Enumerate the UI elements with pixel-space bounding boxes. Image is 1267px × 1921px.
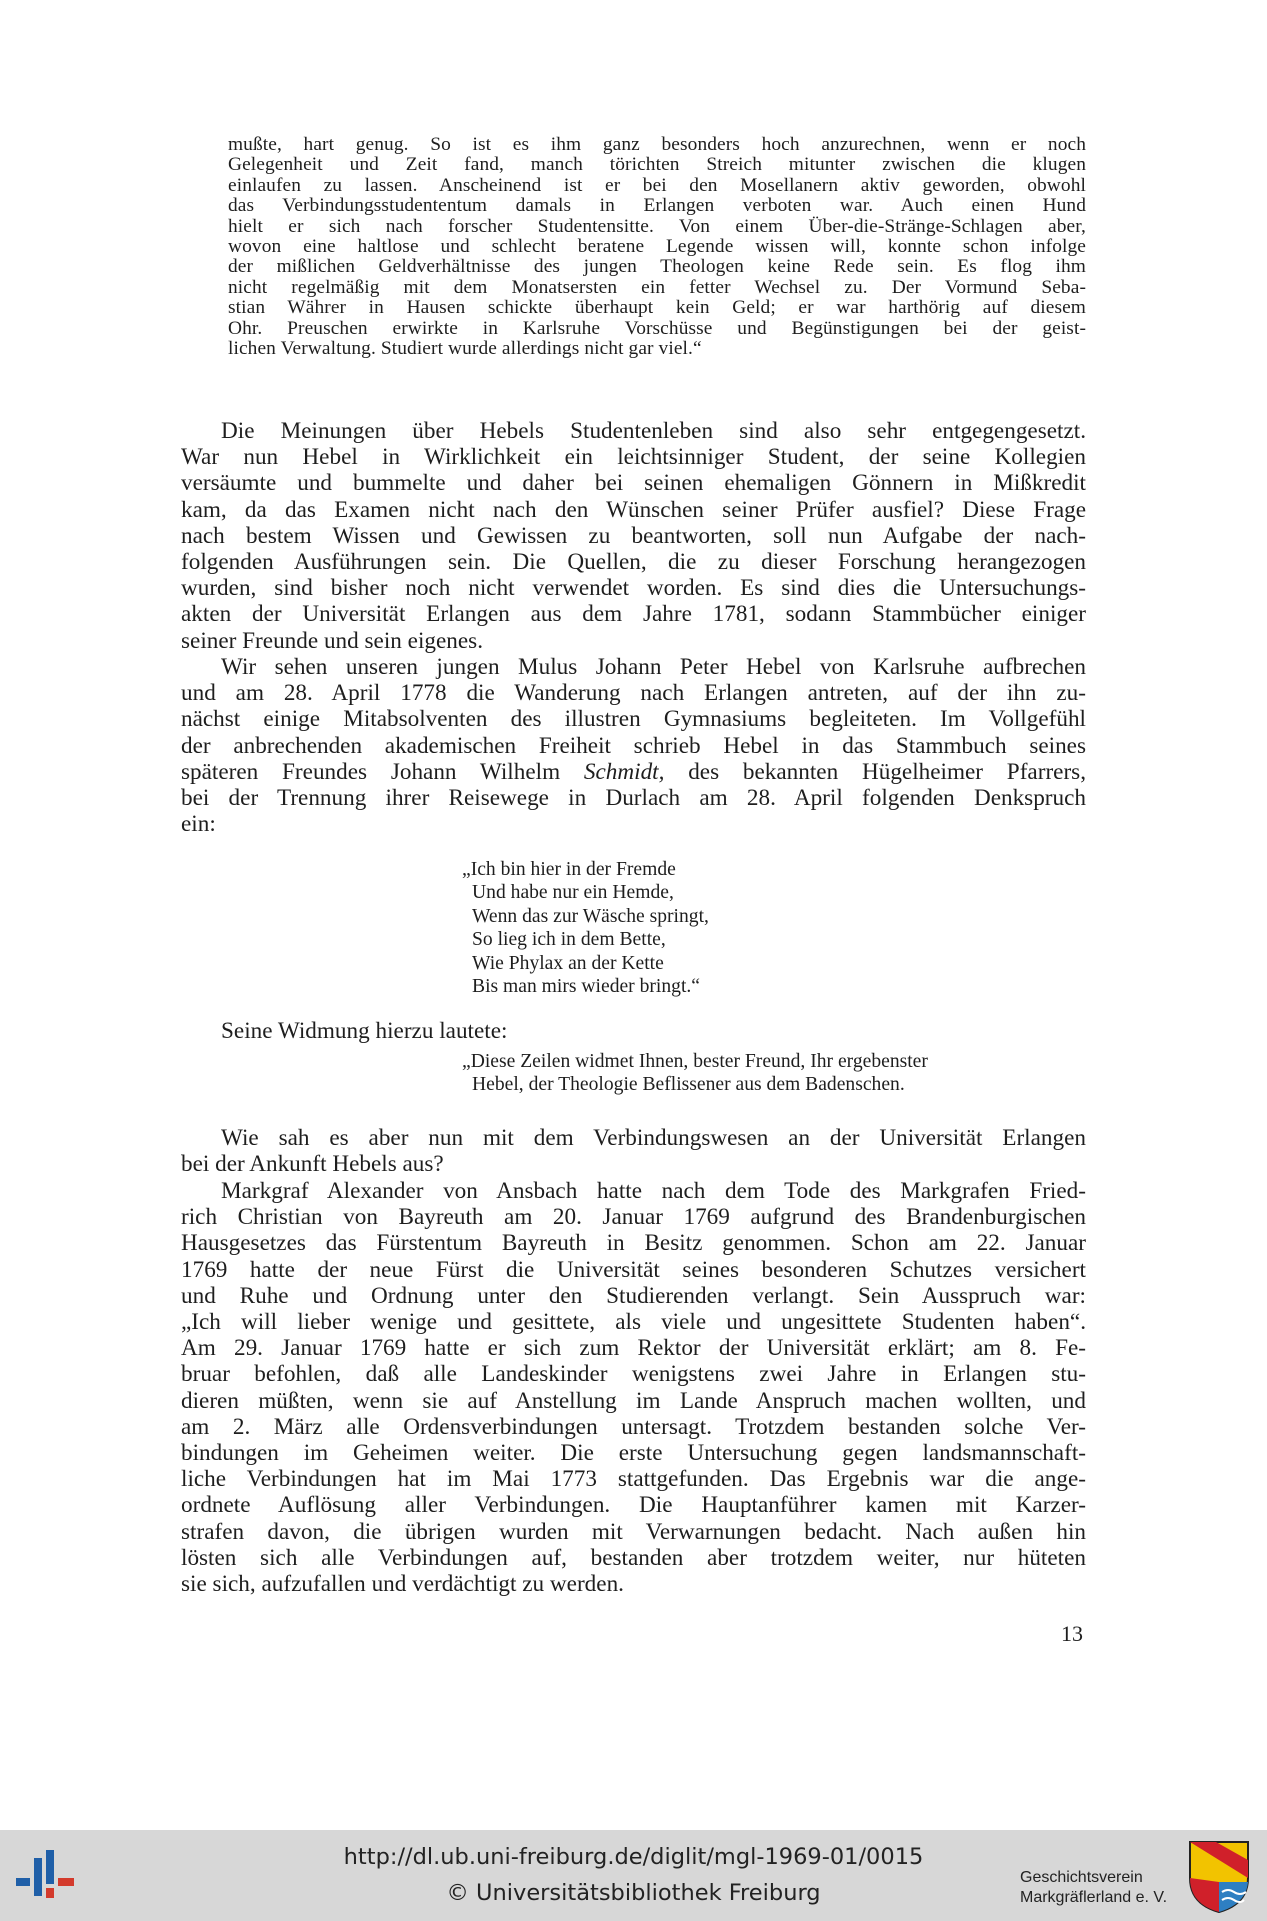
paragraph-departure xyxy=(181,654,1086,837)
quote-line: Gelegenheit und Zeit fand, manch törichten Streich mitunter zwischen die klugen xyxy=(228,154,1086,176)
quote-line: nicht regelmäßig mit dem Monatsersten ein fetter Wechsel zu. Der Vormund Seba- xyxy=(228,276,1086,298)
body-line: kam, da das Examen nicht nach den Wünschen seiner Prüfer ausfiel? Diese Frage xyxy=(181,496,1086,523)
quoted-passage xyxy=(228,135,1086,359)
paragraph-fraternity-question xyxy=(181,1125,1086,1177)
society-name-line1: Geschichtsverein xyxy=(1020,1869,1143,1886)
body-line: akten der Universität Erlangen aus dem Jahre 1781, sodann Stammbücher einiger xyxy=(181,601,1086,628)
body-line: nächst einige Mitabsolventen des illustren Gymnasiums begleiteten. Im Vollgefühl xyxy=(181,706,1086,733)
body-line: strafen davon, die übrigen wurden mit Verwarnungen bedacht. Nach außen hin xyxy=(181,1518,1086,1545)
body-line: ein: xyxy=(181,811,216,838)
quote-line: mußte, hart genug. So ist es ihm ganz besonders hoch anzurechnen, wenn er noch xyxy=(228,134,1086,155)
body-line xyxy=(181,759,1086,785)
poem-line: Bis man mirs wieder bringt.“ xyxy=(472,976,701,998)
body-line: der anbrechenden akademischen Freiheit schrieb Hebel in das Stammbuch seines xyxy=(181,732,1086,759)
body-line: am 2. März alle Ordensverbindungen untersagt. Trotzdem bestanden solche Ver- xyxy=(181,1413,1086,1440)
body-line: Am 29. Januar 1769 hatte er sich zum Rektor der Universität erklärt; am 8. Fe- xyxy=(181,1335,1086,1362)
body-line: War nun Hebel in Wirklichkeit ein leichtsinniger Student, der seine Kollegien xyxy=(181,444,1086,471)
dedication-intro: Seine Widmung hierzu lautete: xyxy=(221,1018,508,1044)
body-text-segment: des bekannten Hügelheimer Pfarrers, xyxy=(664,758,1086,785)
footer-bar xyxy=(0,1830,1267,1921)
body-line: und Ruhe und Ordnung unter den Studierenden verlangt. Sein Ausspruch war: xyxy=(181,1282,1086,1309)
body-line: ordnete Auflösung aller Verbindungen. Die Hauptanführer kamen mit Karzer- xyxy=(181,1492,1086,1519)
poem-line: So lieg ich in dem Bette, xyxy=(472,929,666,951)
quote-line: stian Währer in Hausen schickte überhaupt kein Geld; er war harthörig auf diesem xyxy=(228,297,1086,319)
body-line: lösten sich alle Verbindungen auf, bestanden aber trotzdem weiter, nur hüteten xyxy=(181,1544,1086,1571)
body-line: Markgraf Alexander von Ansbach hatte nach dem Tode des Markgrafen Fried- xyxy=(221,1178,1086,1204)
society-name-line2: Markgräflerland e. V. xyxy=(1020,1889,1168,1906)
body-line: nach bestem Wissen und Gewissen zu beantworten, soll nun Aufgabe der nach- xyxy=(181,522,1086,549)
poem-line: Und habe nur ein Hemde, xyxy=(472,882,674,904)
paragraph-margrave-history xyxy=(181,1178,1086,1597)
dedication-line: „Diese Zeilen widmet Ihnen, bester Freund, Ihr ergebenster xyxy=(462,1051,928,1072)
poem-line: Wenn das zur Wäsche springt, xyxy=(472,905,709,927)
dedication-quote xyxy=(462,1050,928,1097)
body-line: Wie sah es aber nun mit dem Verbindungswesen an der Universität Erlangen xyxy=(221,1125,1086,1151)
source-url-link[interactable]: http://dl.ub.uni-freiburg.de/diglit/mgl-1969-01/0015 xyxy=(343,1844,924,1870)
body-line: sie sich, aufzufallen und verdächtigt zu werden. xyxy=(181,1571,624,1598)
body-line: „Ich will lieber wenige und gesittete, als viele und ungesittete Studenten haben“. xyxy=(181,1309,1086,1336)
copyright-notice: © Universitätsbibliothek Freiburg xyxy=(446,1880,821,1906)
italic-name: Schmidt, xyxy=(583,758,665,785)
body-line: dieren müßten, wenn sie auf Anstellung im Lande Anspruch machen wollten, und xyxy=(181,1387,1086,1414)
body-line: Hausgesetzes das Fürstentum Bayreuth in Besitz genommen. Schon am 22. Januar xyxy=(181,1230,1086,1257)
poem-line: Wie Phylax an der Kette xyxy=(472,952,664,974)
quote-line: der mißlichen Geldverhältnisse des jungen Theologen keine Rede sein. Es flog ihm xyxy=(228,256,1086,278)
body-line: liche Verbindungen hat im Mai 1773 stattgefunden. Das Ergebnis war die ange- xyxy=(181,1466,1086,1493)
quote-line: das Verbindungsstudententum damals in Erlangen verboten war. Auch einen Hund xyxy=(228,195,1086,217)
society-name xyxy=(1020,1868,1167,1908)
poem-line: „Ich bin hier in der Fremde xyxy=(462,859,676,880)
quote-line: wovon eine haltlose und schlecht beratene Legende wissen will, konnte schon infolge xyxy=(228,236,1086,258)
page-number: 13 xyxy=(1061,1621,1083,1646)
body-line: bindungen im Geheimen weiter. Die erste Untersuchung gegen landsmannschaft- xyxy=(181,1440,1086,1467)
quote-line: einlaufen zu lassen. Anscheinend ist er bei den Mosellanern aktiv geworden, obwohl xyxy=(228,174,1086,196)
body-line: bei der Trennung ihrer Reisewege in Durlach am 28. April folgenden Denkspruch xyxy=(181,785,1086,812)
body-line: Wir sehen unseren jungen Mulus Johann Peter Hebel von Karlsruhe aufbrechen xyxy=(221,654,1086,680)
body-line: rich Christian von Bayreuth am 20. Januar 1769 aufgrund des Brandenburgischen xyxy=(181,1204,1086,1231)
quote-line: Ohr. Preuschen erwirkte in Karlsruhe Vorschüsse und Begünstigungen bei der geist- xyxy=(228,317,1086,339)
poem-verse xyxy=(462,858,709,998)
paragraph-student-life xyxy=(181,418,1086,654)
body-line: bei der Ankunft Hebels aus? xyxy=(181,1151,444,1178)
quote-line: hielt er sich nach forscher Studentensitte. Von einem Über-die-Stränge-Schlagen aber, xyxy=(228,215,1086,237)
body-line: folgenden Ausführungen sein. Die Quellen, die zu dieser Forschung herangezogen xyxy=(181,549,1086,576)
body-line: wurden, sind bisher noch nicht verwendet worden. Es sind dies die Untersuchungs- xyxy=(181,575,1086,602)
body-line: Die Meinungen über Hebels Studentenleben sind also sehr entgegengesetzt. xyxy=(221,418,1086,444)
body-text-segment: späteren Freundes Johann Wilhelm xyxy=(181,758,584,785)
coat-of-arms-icon xyxy=(1186,1838,1252,1914)
dedication-line: Hebel, der Theologie Beflissener aus dem Badenschen. xyxy=(472,1074,905,1096)
body-line: 1769 hatte der neue Fürst die Universität seines besonderen Schutzes versichert xyxy=(181,1256,1086,1283)
body-line: und am 28. April 1778 die Wanderung nach Erlangen antreten, auf der ihn zu- xyxy=(181,680,1086,707)
body-line: seiner Freunde und sein eigenes. xyxy=(181,627,483,654)
quote-line: lichen Verwaltung. Studiert wurde allerdings nicht gar viel.“ xyxy=(228,338,702,360)
body-line: versäumte und bummelte und daher bei seinen ehemaligen Gönnern in Mißkredit xyxy=(181,470,1086,497)
body-line: bruar befohlen, daß alle Landeskinder wenigstens zwei Jahre in Erlangen stu- xyxy=(181,1361,1086,1388)
